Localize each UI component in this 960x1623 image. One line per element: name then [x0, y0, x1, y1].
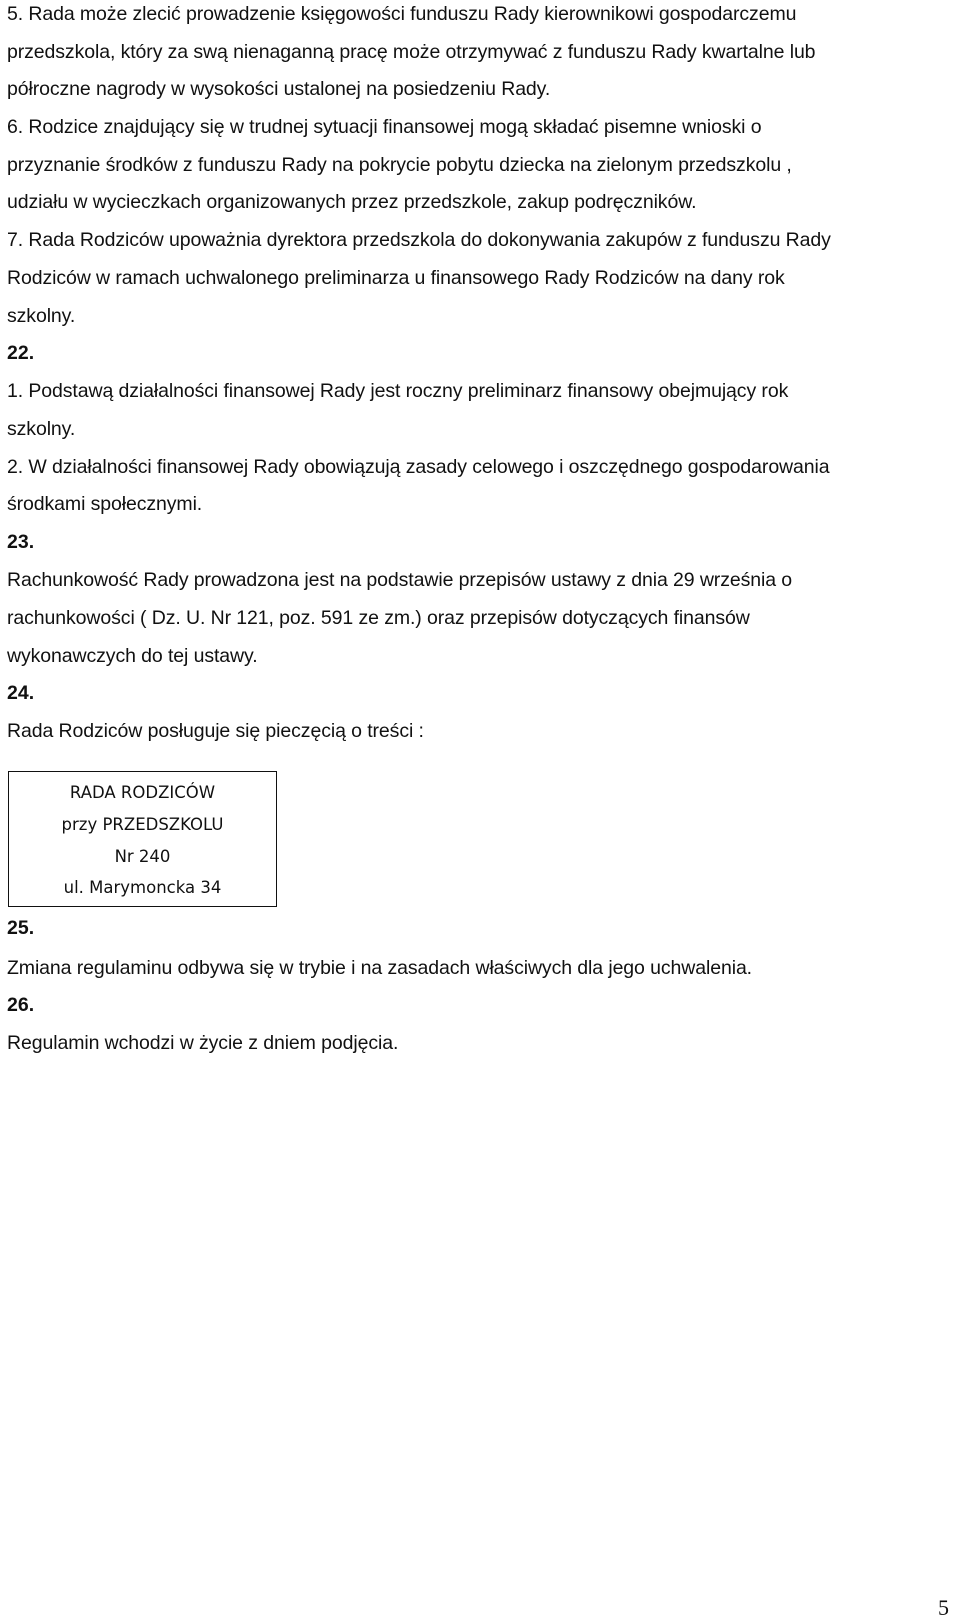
paragraph-5-line-3: półroczne nagrody w wysokości ustalonej na posiedzeniu Rady. — [7, 78, 551, 100]
stamp-line-3: Nr 240 — [114, 847, 171, 866]
section-22-point-2-line-1: 2. W działalności finansowej Rady obowiązują zasady celowego i oszczędnego gospodarowania — [7, 456, 830, 478]
stamp-line-1: RADA RODZICÓW — [69, 783, 216, 802]
paragraph-7-line-3: szkolny. — [7, 305, 76, 327]
section-22-point-1-line-2: szkolny. — [7, 418, 76, 440]
paragraph-6-line-1: 6. Rodzice znajdujący się w trudnej sytuacji finansowej mogą składać pisemne wnioski o — [7, 116, 762, 138]
paragraph-5-line-2: przedszkola, który za swą nienaganną pracę może otrzymywać z funduszu Rady kwartalne lub — [7, 41, 816, 63]
section-24-text: Rada Rodziców posługuje się pieczęcią o treści : — [7, 720, 424, 742]
section-22-point-2-line-2: środkami społecznymi. — [7, 493, 203, 515]
page-number: 5 — [938, 1595, 949, 1620]
paragraph-7-line-1: 7. Rada Rodziców upoważnia dyrektora przedszkola do dokonywania zakupów z funduszu Rady — [7, 229, 831, 251]
stamp-box — [8, 771, 277, 907]
paragraph-7-line-2: Rodziców w ramach uchwalonego preliminarza u finansowego Rady Rodziców na dany rok — [7, 267, 785, 289]
section-23-line-2: rachunkowości ( Dz. U. Nr 121, poz. 591 ze zm.) oraz przepisów dotyczących finansów — [7, 607, 750, 629]
stamp-line-4: ul. Marymoncka 34 — [63, 878, 222, 897]
section-23-heading: 23. — [7, 531, 35, 553]
section-26-heading: 26. — [7, 994, 35, 1016]
paragraph-6-line-2: przyznanie środków z funduszu Rady na pokrycie pobytu dziecka na zielonym przedszkolu , — [7, 154, 792, 176]
paragraph-6-line-3: udziału w wycieczkach organizowanych przez przedszkole, zakup podręczników. — [7, 191, 697, 213]
section-22-point-1-line-1: 1. Podstawą działalności finansowej Rady jest roczny preliminarz finansowy obejmujący rok — [7, 380, 789, 402]
section-26-text: Regulamin wchodzi w życie z dniem podjęcia. — [7, 1032, 399, 1054]
section-25-heading: 25. — [7, 917, 35, 939]
section-22-heading: 22. — [7, 342, 35, 364]
section-23-line-1: Rachunkowość Rady prowadzona jest na podstawie przepisów ustawy z dnia 29 września o — [7, 569, 793, 591]
paragraph-5-line-1: 5. Rada może zlecić prowadzenie księgowości funduszu Rady kierownikowi gospodarczemu — [7, 3, 797, 25]
section-24-heading: 24. — [7, 682, 35, 704]
stamp-line-2: przy PRZEDSZKOLU — [61, 815, 224, 834]
section-23-line-3: wykonawczych do tej ustawy. — [7, 645, 258, 667]
section-25-text: Zmiana regulaminu odbywa się w trybie i na zasadach właściwych dla jego uchwalenia. — [7, 957, 753, 979]
